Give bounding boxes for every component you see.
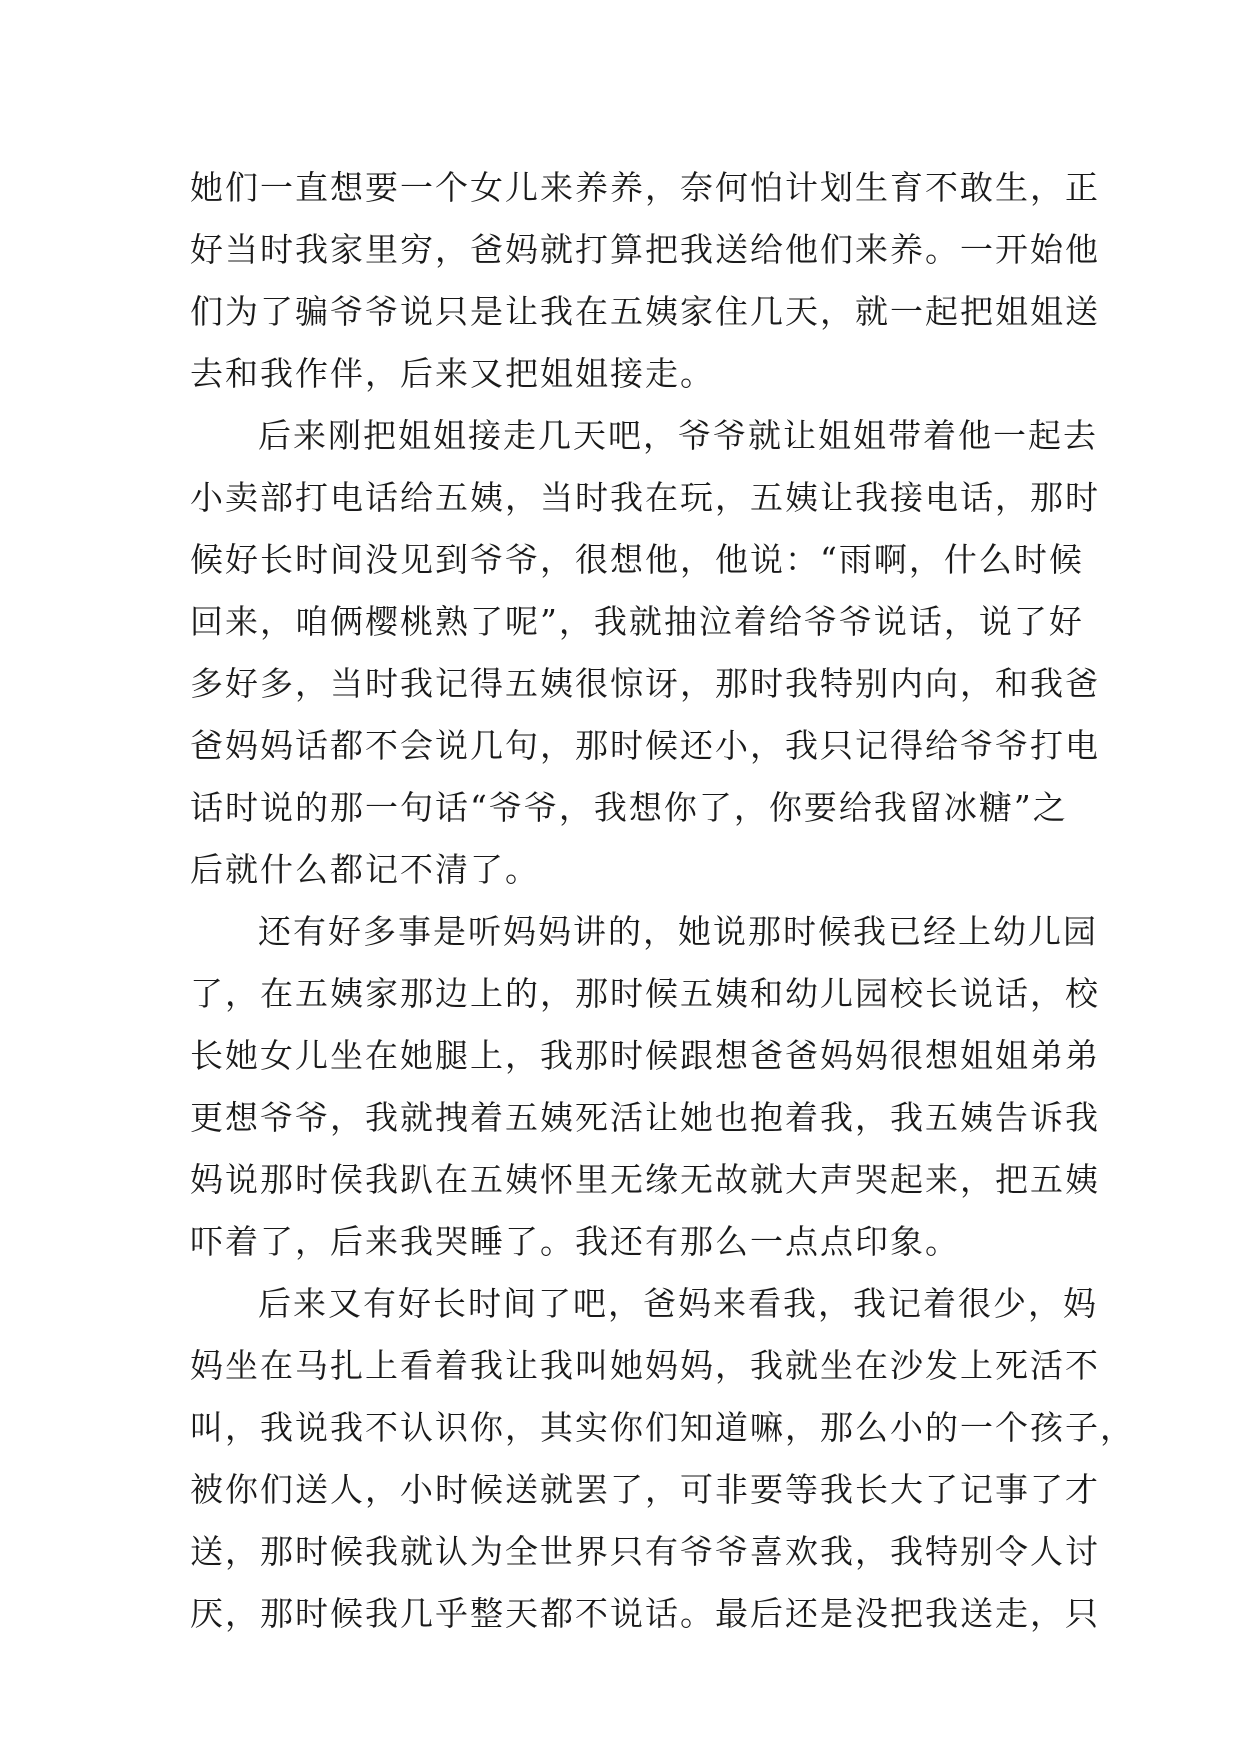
text-line: 好当时我家里穷，爸妈就打算把我送给他们来养。一开始他	[190, 230, 1100, 269]
text-line: 长她女儿坐在她腿上，我那时候跟想爸爸妈妈很想姐姐弟弟	[190, 1036, 1100, 1075]
body-text	[190, 157, 1135, 1645]
text-line: 吓着了，后来我哭睡了。我还有那么一点点印象。	[190, 1222, 960, 1261]
text-line: 爸妈妈话都不会说几句，那时候还小，我只记得给爷爷打电	[190, 726, 1100, 765]
text-line: 多好多，当时我记得五姨很惊讶，那时我特别内向，和我爸	[190, 664, 1100, 703]
text-line: 妈说那时侯我趴在五姨怀里无缘无故就大声哭起来，把五姨	[190, 1160, 1100, 1199]
text-line: 厌，那时候我几乎整天都不说话。最后还是没把我送走，只	[190, 1594, 1100, 1633]
text-line: 了，在五姨家那边上的，那时候五姨和幼儿园校长说话，校	[190, 974, 1100, 1013]
text-line: 后就什么都记不清了。	[190, 850, 540, 889]
text-line: 她们一直想要一个女儿来养养，奈何怕计划生育不敢生，正	[190, 168, 1100, 207]
text-line: 后来刚把姐姐接走几天吧，爷爷就让姐姐带着他一起去	[258, 416, 1098, 455]
text-line: 妈坐在马扎上看着我让我叫她妈妈，我就坐在沙发上死活不	[190, 1346, 1100, 1385]
text-line: 更想爷爷，我就拽着五姨死活让她也抱着我，我五姨告诉我	[190, 1098, 1100, 1137]
text-line: 叫，我说我不认识你，其实你们知道嘛，那么小的一个孩子，	[190, 1408, 1135, 1447]
text-line: 送，那时候我就认为全世界只有爷爷喜欢我，我特别令人讨	[190, 1532, 1100, 1571]
text-line: 被你们送人，小时候送就罢了，可非要等我长大了记事了才	[190, 1470, 1100, 1509]
text-line: 小卖部打电话给五姨，当时我在玩，五姨让我接电话，那时	[190, 478, 1100, 517]
text-line: 后来又有好长时间了吧，爸妈来看我，我记着很少，妈	[258, 1284, 1098, 1323]
text-line: 们为了骗爷爷说只是让我在五姨家住几天，就一起把姐姐送	[190, 292, 1100, 331]
text-line: 候好长时间没见到爷爷，很想他，他说：“雨啊，什么时候	[190, 540, 1084, 579]
text-line: 回来，咱俩樱桃熟了呢”，我就抽泣着给爷爷说话，说了好	[190, 602, 1084, 641]
text-line: 话时说的那一句话“爷爷，我想你了，你要给我留冰糖”之	[190, 788, 1068, 827]
text-line: 去和我作伴，后来又把姐姐接走。	[190, 354, 715, 393]
text-line: 还有好多事是听妈妈讲的，她说那时候我已经上幼儿园	[258, 912, 1098, 951]
